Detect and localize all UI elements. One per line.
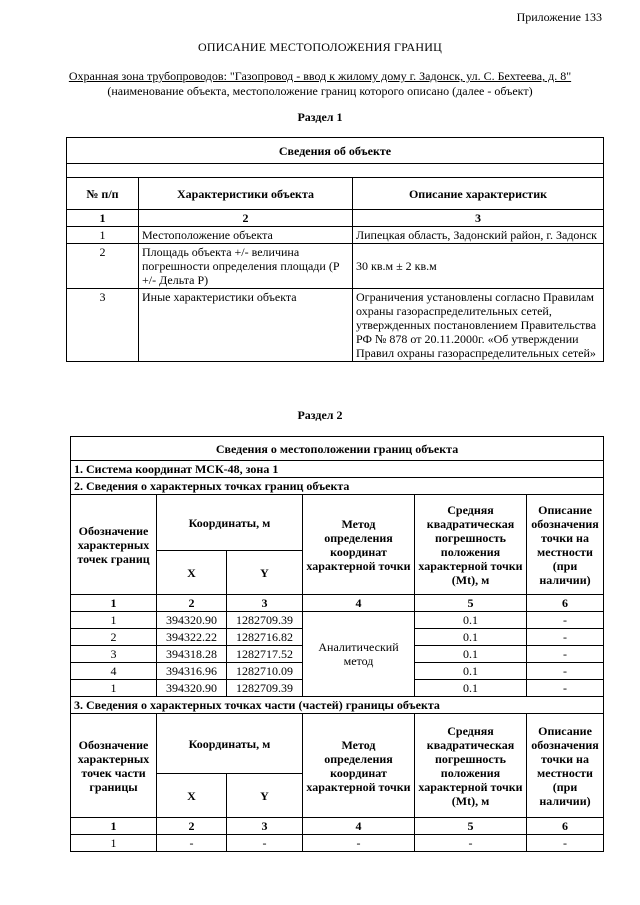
col-number: 4 xyxy=(303,595,415,612)
point-x: 394320.90 xyxy=(157,680,227,697)
point-y: 1282709.39 xyxy=(227,612,303,629)
point-x: 394316.96 xyxy=(157,663,227,680)
row-description: Ограничения установлены согласно Правилам охраны газораспределительных сетей, утвержденных постановлением Правительства РФ № 878 от 20.11.2000г. «Об утверждении Правил охраны газораспределительных сетей» xyxy=(353,289,604,362)
point-mt: 0.1 xyxy=(415,629,527,646)
header-designation: Обозначение характерных точек границ xyxy=(71,495,157,595)
row-num: 1 xyxy=(67,227,139,244)
point-id: 4 xyxy=(71,663,157,680)
row-description: Липецкая область, Задонский район, г. Задонск xyxy=(353,227,604,244)
coord-system: 1. Система координат МСК-48, зона 1 xyxy=(71,461,604,478)
point-y: 1282709.39 xyxy=(227,680,303,697)
object-name: Охранная зона трубопроводов: "Газопровод - ввод к жилому дому г. Задонск, ул. С. Бехтеева, д. 8" xyxy=(68,69,572,83)
part-point-x: - xyxy=(157,835,227,852)
points-section-title: 2. Сведения о характерных точках границ объекта xyxy=(71,478,604,495)
header-point-description: Описание обозначения точки на местности (при наличии) xyxy=(527,714,604,818)
point-desc: - xyxy=(527,629,604,646)
col-number: 3 xyxy=(227,595,303,612)
point-id: 1 xyxy=(71,612,157,629)
row-characteristic: Иные характеристики объекта xyxy=(139,289,353,362)
header-method: Метод определения координат характерной точки xyxy=(303,495,415,595)
col-number: 3 xyxy=(353,210,604,227)
header-x: X xyxy=(157,774,227,818)
header-x: X xyxy=(157,551,227,595)
section-1-title: Раздел 1 xyxy=(297,110,343,124)
header-method: Метод определения координат характерной точки xyxy=(303,714,415,818)
object-info-table xyxy=(66,137,604,362)
point-desc: - xyxy=(527,680,604,697)
parts-section-title: 3. Сведения о характерных точках части (частей) границы объекта xyxy=(71,697,604,714)
spacer-row xyxy=(67,164,604,178)
col-number: 2 xyxy=(157,818,227,835)
part-point-method: - xyxy=(303,835,415,852)
part-point-desc: - xyxy=(527,835,604,852)
row-characteristic: Местоположение объекта xyxy=(139,227,353,244)
header-coords: Координаты, м xyxy=(157,714,303,774)
point-id: 3 xyxy=(71,646,157,663)
row-characteristic: Площадь объекта +/- величина погрешности определения площади (P +/- Дельта P) xyxy=(139,244,353,289)
col-number: 5 xyxy=(415,818,527,835)
section-2-title: Раздел 2 xyxy=(297,408,343,422)
point-y: 1282710.09 xyxy=(227,663,303,680)
point-id: 2 xyxy=(71,629,157,646)
col-number: 6 xyxy=(527,818,604,835)
point-mt: 0.1 xyxy=(415,680,527,697)
part-point-id: 1 xyxy=(71,835,157,852)
col-number: 1 xyxy=(71,595,157,612)
point-y: 1282716.82 xyxy=(227,629,303,646)
header-characteristic: Характеристики объекта xyxy=(139,178,353,210)
col-number: 1 xyxy=(71,818,157,835)
point-id: 1 xyxy=(71,680,157,697)
part-point-mt: - xyxy=(415,835,527,852)
boundary-table xyxy=(70,436,604,852)
header-coords: Координаты, м xyxy=(157,495,303,551)
part-point-y: - xyxy=(227,835,303,852)
object-caption: (наименование объекта, местоположение границ которого описано (далее - объект) xyxy=(107,84,533,98)
header-y: Y xyxy=(227,774,303,818)
header-description: Описание характеристик xyxy=(353,178,604,210)
col-number: 2 xyxy=(157,595,227,612)
col-number: 2 xyxy=(139,210,353,227)
col-number: 4 xyxy=(303,818,415,835)
col-number: 1 xyxy=(67,210,139,227)
point-desc: - xyxy=(527,663,604,680)
header-error: Средняя квадратическая погрешность положения характерной точки (Mt), м xyxy=(415,714,527,818)
point-desc: - xyxy=(527,646,604,663)
point-mt: 0.1 xyxy=(415,663,527,680)
header-designation: Обозначение характерных точек части границы xyxy=(71,714,157,818)
row-num: 2 xyxy=(67,244,139,289)
row-num: 3 xyxy=(67,289,139,362)
col-number: 3 xyxy=(227,818,303,835)
header-point-description: Описание обозначения точки на местности (при наличии) xyxy=(527,495,604,595)
point-x: 394322.22 xyxy=(157,629,227,646)
point-desc: - xyxy=(527,612,604,629)
point-mt: 0.1 xyxy=(415,612,527,629)
table-row xyxy=(71,612,604,629)
header-y: Y xyxy=(227,551,303,595)
document-title: ОПИСАНИЕ МЕСТОПОЛОЖЕНИЯ ГРАНИЦ xyxy=(198,40,442,54)
point-x: 394318.28 xyxy=(157,646,227,663)
table-row xyxy=(71,835,604,852)
method-value: Аналитический метод xyxy=(303,612,415,697)
header-error: Средняя квадратическая погрешность положения характерной точки (Mt), м xyxy=(415,495,527,595)
point-x: 394320.90 xyxy=(157,612,227,629)
col-number: 6 xyxy=(527,595,604,612)
point-y: 1282717.52 xyxy=(227,646,303,663)
header-num: № п/п xyxy=(67,178,139,210)
appendix-label: Приложение 133 xyxy=(516,10,602,24)
object-info-title: Сведения об объекте xyxy=(67,138,604,164)
row-description: 30 кв.м ± 2 кв.м xyxy=(353,244,604,289)
boundary-table-title: Сведения о местоположении границ объекта xyxy=(71,437,604,461)
point-mt: 0.1 xyxy=(415,646,527,663)
col-number: 5 xyxy=(415,595,527,612)
